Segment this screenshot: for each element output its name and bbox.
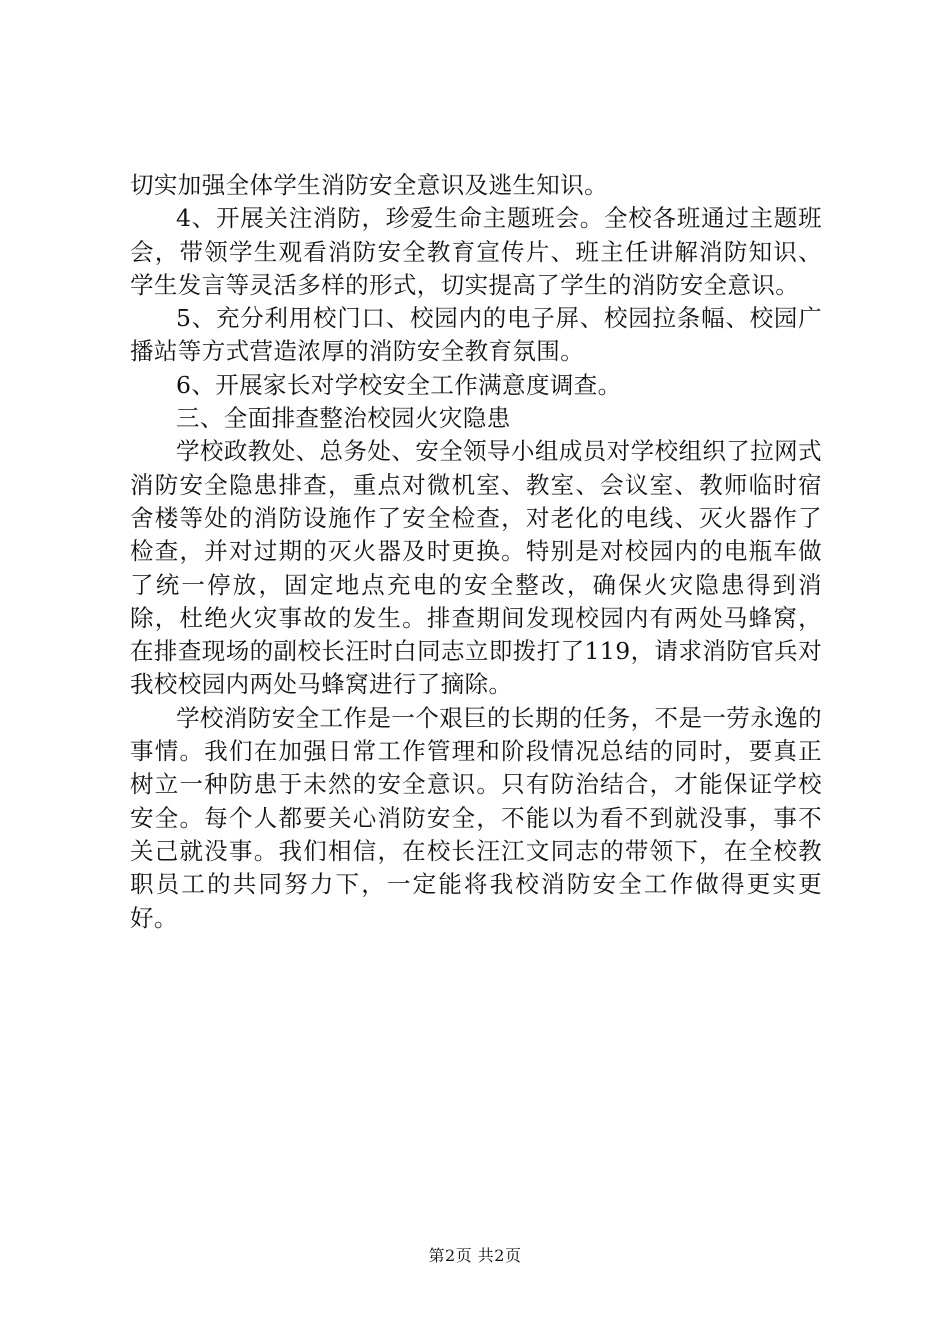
- paragraph-4: 6、开展家长对学校安全工作满意度调查。: [176, 370, 622, 399]
- paragraph-1: 切实加强全体学生消防安全意识及逃生知识。: [130, 171, 608, 199]
- page-footer: 第2页 共2页: [428, 1246, 522, 1265]
- section-heading: 三、全面排查整治校园火灾隐患: [176, 404, 511, 433]
- paragraph-3: 5、充分利用校门口、校园内的电子屏、校园拉条幅、校园广播站等方式营造浓厚的消防安全教育氛围。: [130, 304, 822, 366]
- paragraph-5: 学校政教处、总务处、安全领导小组成员对学校组织了拉网式消防安全隐患排查，重点对微机室、教室、会议室、教师临时宿舍楼等处的消防设施作了安全检查，对老化的电线、灭火器作了检查，并对过期的灭火器及时更换。特别是对校园内的电瓶车做了统一停放，固定地点充电的安全整改，确保火灾隐患得到消除，杜绝火灾事故的发生。排查期间发现校园内有两处马蜂窝，在排查现场的副校长汪时白同志立即拨打了119，请求消防官兵对我校校园内两处马蜂窝进行了摘除。: [130, 437, 822, 699]
- paragraph-6: 学校消防安全工作是一个艰巨的长期的任务，不是一劳永逸的事情。我们在加强日常工作管理和阶段情况总结的同时，要真正树立一种防患于未然的安全意识。只有防治结合，才能保证学校安全。每个人都要关心消防安全，不能以为看不到就没事，事不关己就没事。我们相信，在校长汪江文同志的带领下，在全校教职员工的共同努力下，一定能将我校消防安全工作做得更实更好。: [130, 703, 822, 932]
- paragraph-2: 4、开展关注消防，珍爱生命主题班会。全校各班通过主题班会，带领学生观看消防安全教育宣传片、班主任讲解消防知识、学生发言等灵活多样的形式，切实提高了学生的消防安全意识。: [130, 204, 822, 299]
- document-body: [130, 169, 822, 935]
